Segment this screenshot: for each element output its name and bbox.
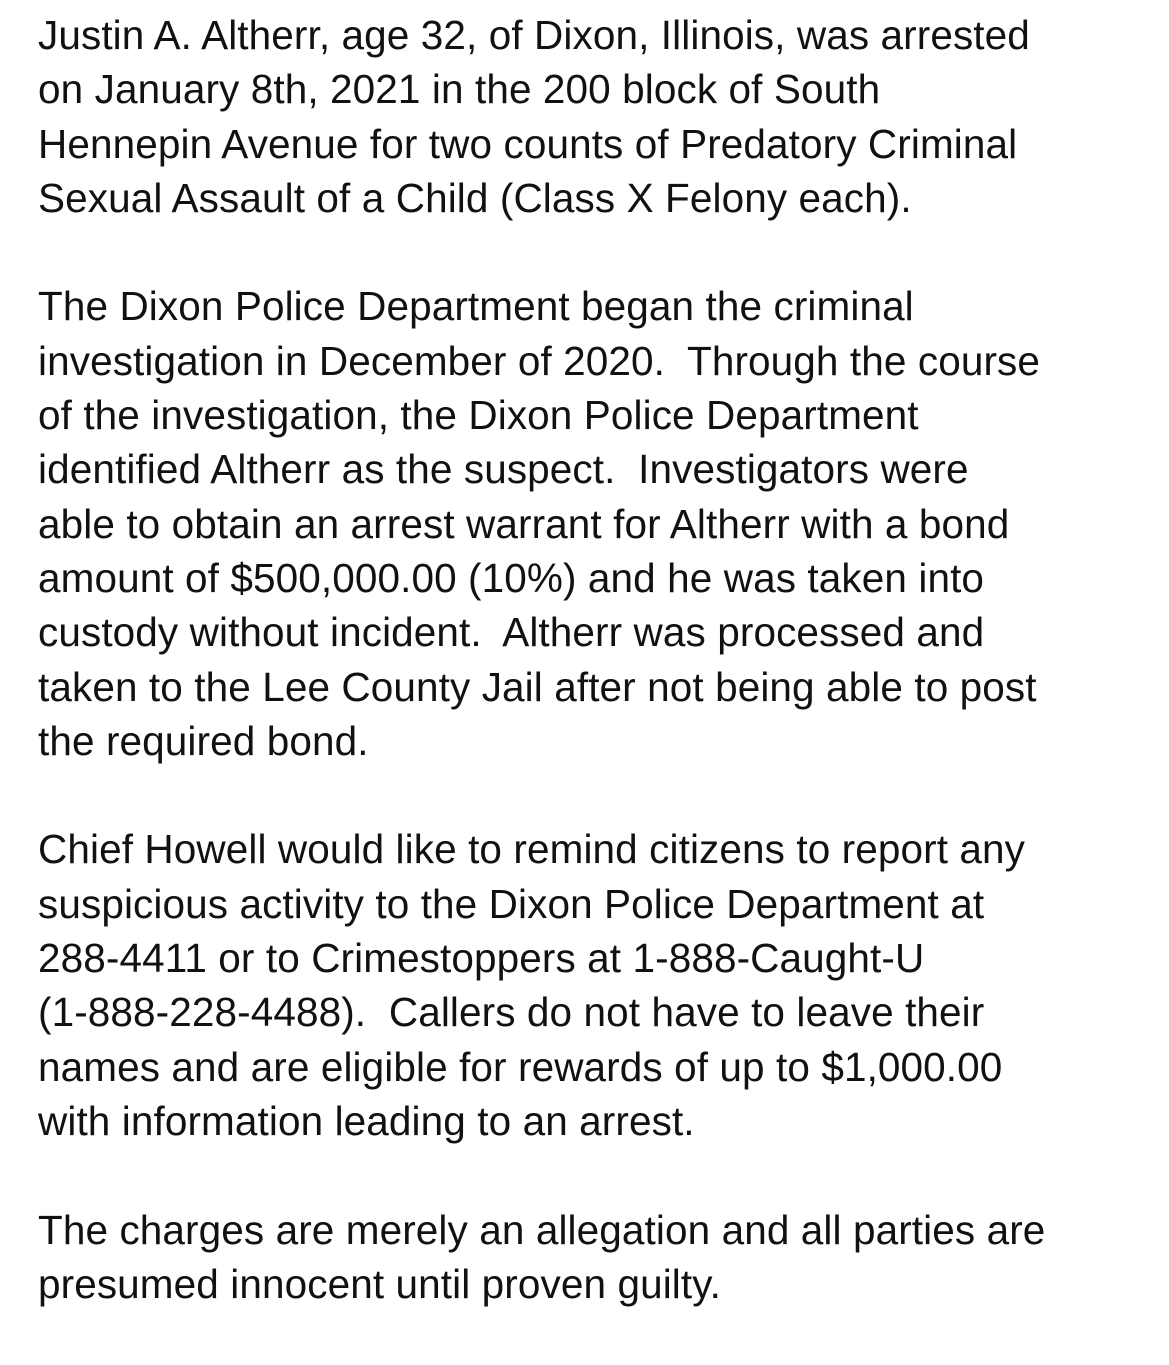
text-line: identified Altherr as the suspect. Investigators were	[38, 446, 969, 493]
text-line: amount of $500,000.00 (10%) and he was taken into	[38, 554, 985, 601]
text-line: suspicious activity to the Dixon Police Department at	[38, 880, 985, 927]
text-line: custody without incident. Altherr was processed and	[38, 609, 985, 656]
press-release-body	[38, 8, 1148, 1365]
text-line: The charges are merely an allegation and all parties are	[38, 1206, 1046, 1253]
text-line: on January 8th, 2021 in the 200 block of South	[38, 66, 881, 113]
paragraph-investigation	[38, 279, 1148, 768]
text-line: of the investigation, the Dixon Police Department	[38, 392, 919, 439]
text-line: 288-4411 or to Crimestoppers at 1-888-Caught-U	[38, 935, 925, 982]
text-line: presumed innocent until proven guilty.	[38, 1260, 721, 1307]
paragraph-disclaimer	[38, 1203, 1148, 1312]
text-line: the required bond.	[38, 717, 369, 764]
paragraph-arrest	[38, 8, 1148, 225]
text-line: taken to the Lee County Jail after not being able to post	[38, 663, 1037, 710]
text-line: Chief Howell would like to remind citizens to report any	[38, 826, 1026, 873]
text-line: investigation in December of 2020. Through the course	[38, 337, 1041, 384]
text-line: with information leading to an arrest.	[38, 1097, 695, 1144]
text-line: names and are eligible for rewards of up to $1,000.00	[38, 1043, 1003, 1090]
paragraph-chief-reminder	[38, 822, 1148, 1148]
text-line: Sexual Assault of a Child (Class X Felony each).	[38, 174, 912, 221]
text-line: able to obtain an arrest warrant for Altherr with a bond	[38, 500, 1010, 547]
text-line: The Dixon Police Department began the criminal	[38, 283, 914, 330]
text-line: (1-888-228-4488). Callers do not have to leave their	[38, 989, 985, 1036]
text-line: Hennepin Avenue for two counts of Predatory Criminal	[38, 120, 1018, 167]
text-line: Justin A. Altherr, age 32, of Dixon, Illinois, was arrested	[38, 12, 1030, 58]
